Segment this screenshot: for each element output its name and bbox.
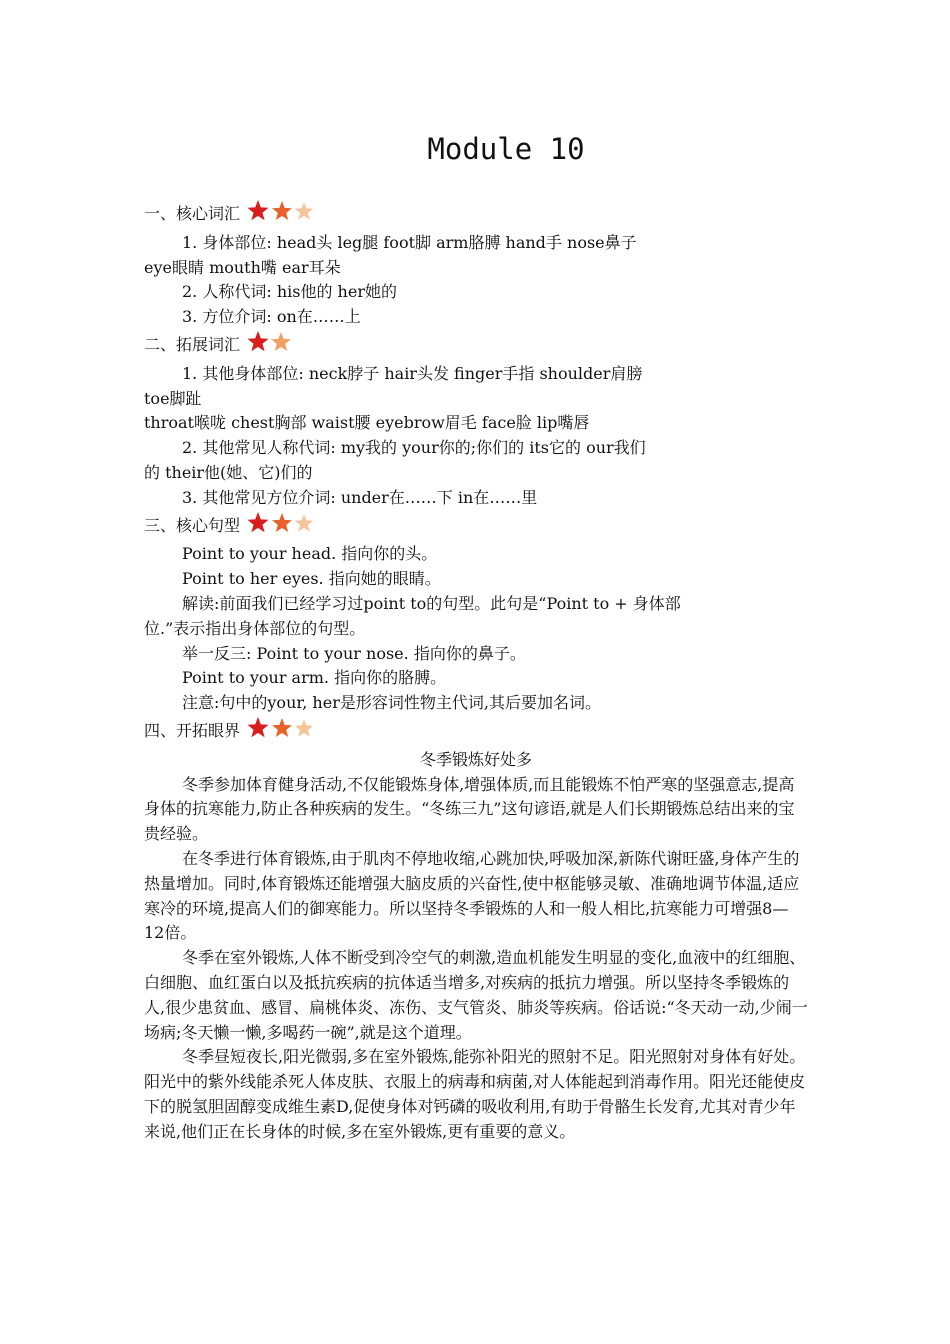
article-paragraph: 冬季在室外锻炼,人体不断受到冷空气的刺激,造血机能发生明显的变化,血液中的红细胞、白细胞、血红蛋白以及抵抗疾病的抗体适当增多,对疾病的抵抗力增强。所以坚持冬季锻炼的人,很少患贫血、感冒、扁桃体炎、冻伤、支气管炎、肺炎等疾病。俗话说:“冬天动一动,少闹一场病;冬天懒一懒,多喝药一碗”,就是这个道理。	[144, 948, 808, 1042]
section-heading-label: 四、开拓眼界	[144, 720, 241, 740]
section-heading-label: 一、核心词汇	[144, 204, 241, 223]
article-title: 冬季锻炼好处多	[419, 749, 532, 769]
sentence-line: 解读:前面我们已经学习过point to的句型。此句是“Point to + 身体部	[182, 593, 681, 613]
section-heading-broaden-horizons	[144, 716, 808, 748]
vocab-line: eye眼睛 mouth嘴 ear耳朵	[144, 257, 341, 277]
section-heading-core-vocab	[144, 199, 808, 231]
section-heading-label: 二、拓展词汇	[144, 334, 241, 354]
sentence-line: Point to your arm. 指向你的胳膊。	[182, 668, 447, 688]
rating-stars-icon	[246, 716, 322, 748]
vocab-line: 2. 人称代词: his他的 her她的	[182, 282, 397, 302]
vocab-line: 1. 身体部位: head头 leg腿 foot脚 arm胳膊 hand手 nose鼻子	[182, 232, 637, 252]
rating-stars-icon	[246, 199, 322, 231]
vocab-line: 3. 其他常见方位介词: under在……下 in在……里	[182, 487, 538, 507]
page-title: Module 10	[427, 132, 585, 166]
rating-stars-icon	[246, 330, 298, 362]
article-paragraph: 冬季昼短夜长,阳光微弱,多在室外锻炼,能弥补阳光的照射不足。阳光照射对身体有好处。阳光中的紫外线能杀死人体皮肤、衣服上的病毒和病菌,对人体能起到消毒作用。阳光还能使皮下的脱氢胆固醇变成维生素D,促使身体对钙磷的吸收利用,有助于骨骼生长发育,尤其对青少年来说,他们正在长身体的时候,多在室外锻炼,更有重要的意义。	[144, 1047, 806, 1141]
article-paragraph: 在冬季进行体育锻炼,由于肌肉不停地收缩,心跳加快,呼吸加深,新陈代谢旺盛,身体产生的热量增加。同时,体育锻炼还能增强大脑皮质的兴奋性,使中枢能够灵敏、准确地调节体温,适应寒冷的环境,提高人们的御寒能力。所以坚持冬季锻炼的人和一般人相比,抗寒能力可增强8—12倍。	[144, 848, 800, 943]
sentence-line: 注意:句中的your, her是形容词性物主代词,其后要加名词。	[182, 693, 601, 713]
sentence-line: Point to your head. 指向你的头。	[182, 544, 438, 564]
vocab-line: throat喉咙 chest胸部 waist腰 eyebrow眉毛 face脸 lip嘴唇	[144, 413, 590, 433]
rating-stars-icon	[246, 511, 322, 543]
vocab-line: 的 their他(她、它)们的	[144, 462, 313, 482]
sentence-line: 位.”表示指出身体部位的句型。	[144, 618, 366, 638]
vocab-line: 1. 其他身体部位: neck脖子 hair头发 finger手指 shoulder肩膀	[182, 363, 643, 383]
vocab-line: 2. 其他常见人称代词: my我的 your你的;你们的 its它的 our我们	[182, 438, 646, 458]
section-heading-extended-vocab	[144, 330, 808, 362]
sentence-line: Point to her eyes. 指向她的眼睛。	[182, 569, 441, 589]
article-paragraph: 冬季参加体育健身活动,不仅能锻炼身体,增强体质,而且能锻炼不怕严寒的坚强意志,提高身体的抗寒能力,防止各种疾病的发生。“冬练三九”这句谚语,就是人们长期锻炼总结出来的宝贵经验。	[144, 774, 795, 844]
sentence-line: 举一反三: Point to your nose. 指向你的鼻子。	[182, 643, 526, 663]
document-body	[144, 199, 808, 1144]
section-heading-core-sentences	[144, 511, 808, 543]
vocab-line: 3. 方位介词: on在……上	[182, 307, 361, 327]
vocab-line: toe脚趾	[144, 388, 202, 408]
section-heading-label: 三、核心句型	[144, 515, 241, 535]
